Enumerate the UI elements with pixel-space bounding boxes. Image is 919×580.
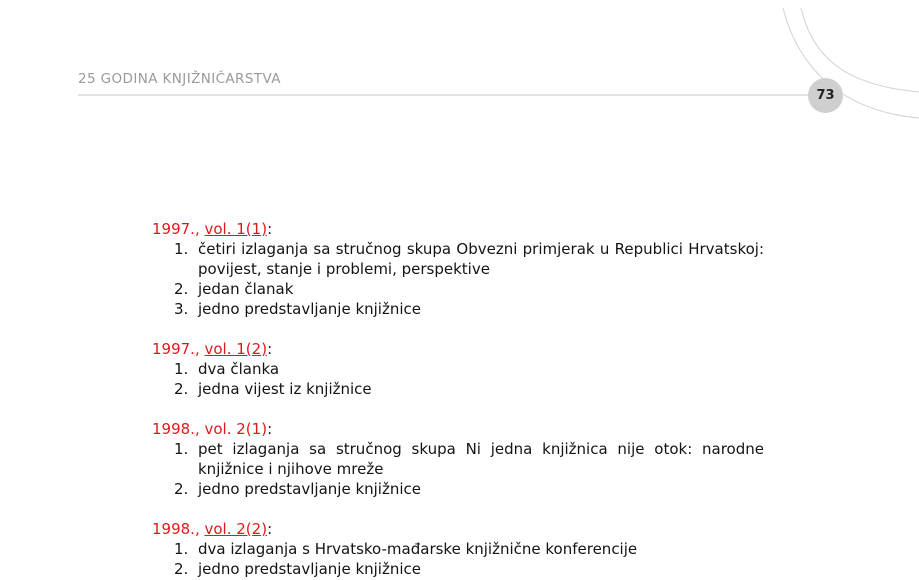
issue-volume-link[interactable]: vol. 1(1) xyxy=(204,220,268,238)
issue-heading xyxy=(152,339,764,359)
heading-colon: : xyxy=(267,220,273,238)
item-text: jedno predstavljanje knjižnice xyxy=(198,480,421,498)
item-number: 1. xyxy=(174,440,189,458)
issue-volume-link[interactable]: vol. 1(2) xyxy=(204,340,268,358)
issue-entry xyxy=(152,339,764,399)
item-number: 2. xyxy=(174,380,189,398)
item-number: 1. xyxy=(174,240,189,258)
item-list xyxy=(152,539,764,579)
list-item xyxy=(152,379,764,399)
issue-year: 1997., xyxy=(152,340,200,358)
list-item xyxy=(152,359,764,379)
issue-heading xyxy=(152,219,764,239)
issue-entry xyxy=(152,519,764,579)
item-number: 1. xyxy=(174,360,189,378)
arc-outer xyxy=(783,8,919,118)
heading-colon: : xyxy=(267,340,273,358)
item-number: 2. xyxy=(174,560,189,578)
page-number-badge: 73 xyxy=(808,78,843,113)
issue-volume: vol. 2(1) xyxy=(204,420,268,438)
item-text: jedna vijest iz knjižnice xyxy=(198,380,372,398)
issue-entry xyxy=(152,419,764,499)
item-number: 2. xyxy=(174,280,189,298)
list-item xyxy=(152,559,764,579)
issue-list xyxy=(152,219,764,580)
list-item xyxy=(152,239,764,279)
running-header: 25 GODINA KNJIŽNIČARSTVA xyxy=(78,71,281,87)
item-list xyxy=(152,439,764,499)
issue-year: 1997., xyxy=(152,220,200,238)
issue-heading xyxy=(152,519,764,539)
item-text: dva izlaganja s Hrvatsko-mađarske knjižnične konferencije xyxy=(198,540,638,558)
item-text: jedan članak xyxy=(198,280,294,298)
issue-volume-link[interactable]: vol. 2(2) xyxy=(204,520,268,538)
item-text: jedno predstavljanje knjižnice xyxy=(198,300,421,318)
item-text: dva članka xyxy=(198,360,280,378)
issue-entry xyxy=(152,219,764,319)
item-number: 2. xyxy=(174,480,189,498)
heading-colon: : xyxy=(267,520,273,538)
item-list xyxy=(152,359,764,399)
item-text: jedno predstavljanje knjižnice xyxy=(198,560,421,578)
item-text: pet izlaganja sa stručnog skupa Ni jedna knjižnica nije otok: narodne knjižnice i njihove mreže xyxy=(198,440,764,478)
issue-year: 1998., xyxy=(152,520,200,538)
list-item xyxy=(152,279,764,299)
item-list xyxy=(152,239,764,319)
issue-year: 1998., xyxy=(152,420,200,438)
list-item xyxy=(152,539,764,559)
item-text: četiri izlaganja sa stručnog skupa Obvezni primjerak u Republici Hrvatskoj: povijest, stanje i problemi, perspektive xyxy=(198,240,764,278)
issue-heading xyxy=(152,419,764,439)
list-item xyxy=(152,479,764,499)
list-item xyxy=(152,439,764,479)
item-number: 1. xyxy=(174,540,189,558)
heading-colon: : xyxy=(267,420,273,438)
item-number: 3. xyxy=(174,300,189,318)
list-item xyxy=(152,299,764,319)
